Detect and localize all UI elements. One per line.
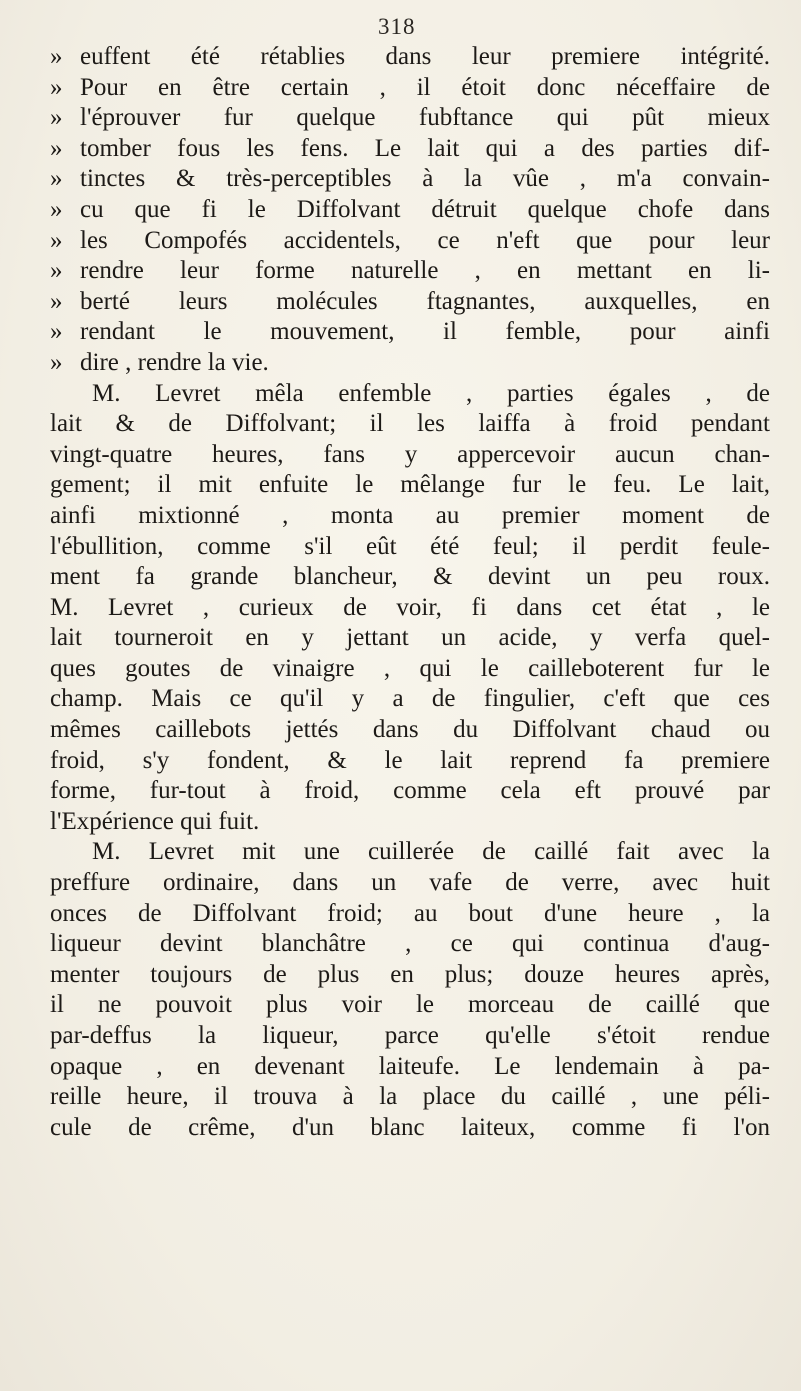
text-line <box>50 164 770 195</box>
line-text: liqueur devint blanchâtre , ce qui continua d'aug- <box>50 930 770 958</box>
text-line <box>50 317 770 348</box>
text-line <box>50 929 770 960</box>
line-text: les Compofés accidentels, ce n'eft que pour leur <box>80 226 770 254</box>
text-line <box>50 990 770 1021</box>
quote-mark: » <box>50 43 63 70</box>
text-line <box>50 379 770 410</box>
text-line <box>50 287 770 318</box>
text-line <box>50 195 770 226</box>
text-line <box>50 837 770 868</box>
line-text: M. Levret mêla enfemble , parties égales , de <box>92 379 770 407</box>
line-text: preffure ordinaire, dans un vafe de verre, avec huit <box>50 869 770 897</box>
text-line <box>50 134 770 165</box>
line-text: M. Levret , curieux de voir, fi dans cet état , le <box>50 593 770 621</box>
line-text: opaque , en devenant laiteufe. Le lendemain à pa- <box>50 1052 770 1080</box>
line-text: gement; il mit enfuite le mêlange fur le feu. Le lait, <box>50 471 770 499</box>
line-text: ainfi mixtionné , monta au premier moment de <box>50 501 770 529</box>
line-text: Pour en être certain , il étoit donc néceffaire de <box>80 73 770 101</box>
line-text: ques goutes de vinaigre , qui le cailleboterent fur le <box>50 654 770 682</box>
text-line <box>50 532 770 563</box>
quote-mark: » <box>50 165 63 193</box>
line-text: l'ébullition, comme s'il eût été feul; il perdit feule- <box>50 532 770 560</box>
line-text: il ne pouvoit plus voir le morceau de caillé que <box>50 991 770 1019</box>
text-line <box>50 807 770 838</box>
text-line <box>50 899 770 930</box>
line-text: onces de Diffolvant froid; au bout d'une heure , la <box>50 899 770 927</box>
text-line <box>50 593 770 624</box>
line-text: tinctes & très-perceptibles à la vûe , m'a convain- <box>80 165 770 193</box>
line-text: cule de crême, d'un blanc laiteux, comme fi l'on <box>50 1113 770 1141</box>
text-line <box>50 562 770 593</box>
text-line <box>50 409 770 440</box>
text-line <box>50 1082 770 1113</box>
quote-mark: » <box>50 226 63 254</box>
quote-mark: » <box>50 73 63 101</box>
quote-mark: » <box>50 287 63 315</box>
line-text: dire , rendre la vie. <box>80 348 269 376</box>
text-line <box>50 654 770 685</box>
quote-mark: » <box>50 104 63 132</box>
line-text: l'éprouver fur quelque fubftance qui pût mieux <box>80 104 770 132</box>
text-line <box>50 42 770 73</box>
page-number: 318 <box>378 14 416 39</box>
text-line <box>50 73 770 104</box>
line-text: froid, s'y fondent, & le lait reprend fa premiere <box>50 746 770 774</box>
text-line <box>50 348 770 379</box>
quote-mark: » <box>50 195 63 223</box>
line-text: reille heure, il trouva à la place du caillé , une péli- <box>50 1083 770 1111</box>
quote-mark: » <box>50 257 63 285</box>
text-line <box>50 715 770 746</box>
quote-mark: » <box>50 318 63 346</box>
text-line <box>50 1113 770 1144</box>
text-line <box>50 256 770 287</box>
quote-mark: » <box>50 134 63 162</box>
line-text: menter toujours de plus en plus; douze heures après, <box>50 960 770 988</box>
line-text: lait & de Diffolvant; il les laiffa à froid pendant <box>50 410 770 438</box>
text-line <box>50 103 770 134</box>
line-text: euffent été rétablies dans leur premiere intégrité. <box>80 43 770 70</box>
line-text: vingt-quatre heures, fans y appercevoir aucun chan- <box>50 440 770 468</box>
line-text: rendant le mouvement, il femble, pour ainfi <box>80 318 770 346</box>
line-text: M. Levret mit une cuillerée de caillé fait avec la <box>92 838 770 866</box>
text-line <box>50 1052 770 1083</box>
text-line <box>50 440 770 471</box>
quote-mark: » <box>50 348 63 376</box>
line-text: lait tourneroit en y jettant un acide, y verfa quel- <box>50 624 770 652</box>
text-line <box>50 868 770 899</box>
line-text: par-deffus la liqueur, parce qu'elle s'étoit rendue <box>50 1022 770 1049</box>
text-line <box>50 226 770 257</box>
text-line <box>50 501 770 532</box>
line-text: cu que fi le Diffolvant détruit quelque chofe dans <box>80 195 770 223</box>
line-text: ment fa grande blancheur, & devint un peu roux. <box>50 563 770 591</box>
line-text: rendre leur forme naturelle , en mettant en li- <box>80 257 770 285</box>
line-text: l'Expérience qui fuit. <box>50 807 260 835</box>
text-line <box>50 746 770 777</box>
text-line <box>50 960 770 991</box>
line-text: tomber fous les fens. Le lait qui a des parties dif- <box>80 134 770 162</box>
line-text: champ. Mais ce qu'il y a de fingulier, c'eft que ces <box>50 685 770 713</box>
line-text: mêmes caillebots jettés dans du Diffolvant chaud ou <box>50 716 770 744</box>
text-line <box>50 470 770 501</box>
text-line <box>50 623 770 654</box>
body-text <box>50 42 770 1143</box>
text-line <box>50 1021 770 1052</box>
line-text: berté leurs molécules ftagnantes, auxquelles, en <box>80 287 770 315</box>
line-text: forme, fur-tout à froid, comme cela eft prouvé par <box>50 777 770 805</box>
text-line <box>50 776 770 807</box>
text-line <box>50 684 770 715</box>
